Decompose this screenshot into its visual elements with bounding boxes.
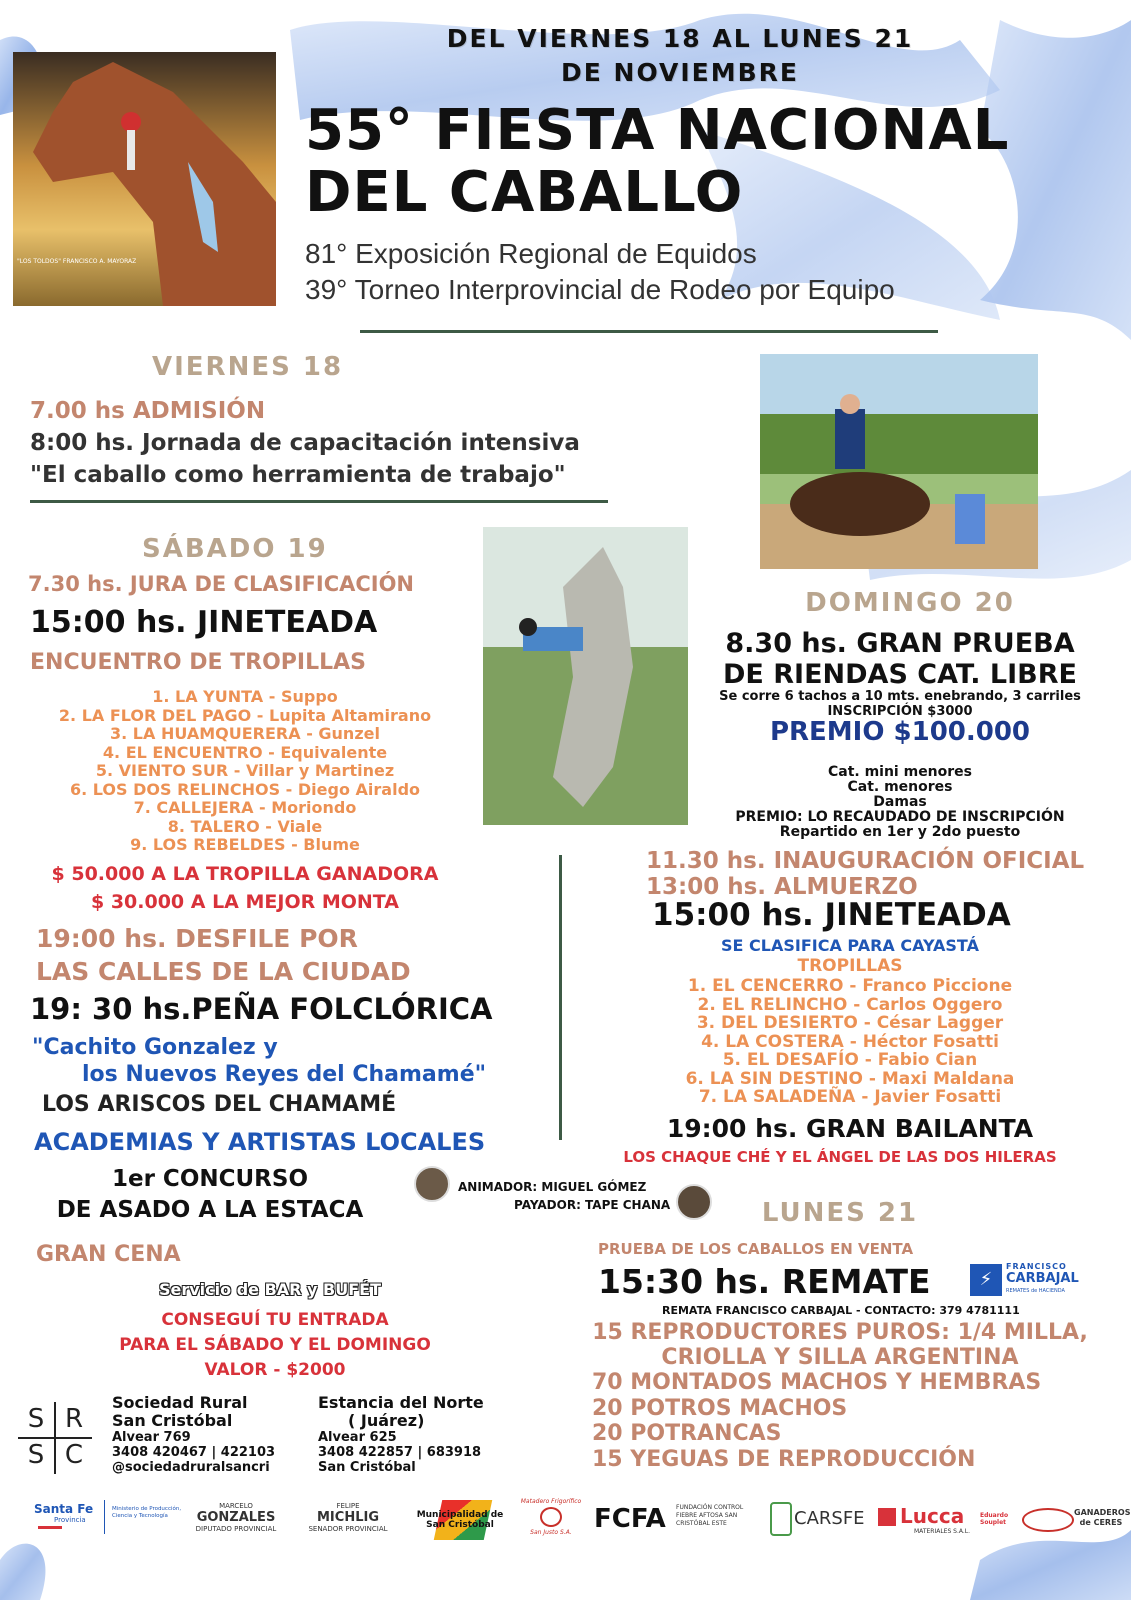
- list-item: 4. EL ENCUENTRO - Equivalente: [102, 742, 388, 762]
- header-divider: [360, 330, 938, 333]
- academias-artists: ACADEMIAS Y ARTISTAS LOCALES: [34, 1128, 486, 1156]
- michlig-name: MICHLIG: [317, 1510, 379, 1525]
- horse-portrait-image: [13, 52, 276, 306]
- premio-monta: $ 30.000 A LA MEJOR MONTA: [90, 891, 400, 913]
- carbajal-line-3: REMATES de HACIENDA: [1006, 1288, 1065, 1294]
- domingo-categorias: [700, 765, 1100, 840]
- santafe-divider: [104, 1500, 105, 1534]
- lunes-heading: LUNES 21: [761, 1198, 919, 1228]
- municipalidad-logo: [408, 1500, 512, 1542]
- domingo-jineteada: 15:00 hs. JINETEADA: [652, 897, 1011, 933]
- list-item: 4. LA COSTERA - Héctor Fosatti: [701, 1031, 999, 1052]
- list-item: 9. LOS REBELDES - Blume: [130, 835, 360, 854]
- matadero-text: Matadero Frigorífico: [520, 1498, 582, 1505]
- concurso-line-2: DE ASADO A LA ESTACA: [56, 1197, 364, 1223]
- viernes-admision: 7.00 hs ADMISIÓN: [30, 398, 266, 424]
- animador-label: ANIMADOR: MIGUEL GÓMEZ: [458, 1180, 647, 1194]
- fcfa-sub: FUNDACIÓN CONTROL FIEBRE AFTOSA SAN CRISTÓBAL ESTE: [676, 1504, 744, 1527]
- sabado-pena: 19: 30 hs.PEÑA FOLCLÓRICA: [30, 992, 493, 1026]
- dates-heading: [400, 22, 960, 90]
- main-title: [305, 100, 1105, 224]
- rearing-horse-image: [483, 527, 688, 825]
- gonzales-firstname: MARCELO: [219, 1502, 253, 1510]
- list-item: 6. LOS DOS RELINCHOS - Diego Airaldo: [69, 779, 421, 799]
- list-item: 3. LA HUAMQUERERA - Gunzel: [110, 724, 380, 743]
- gonzales-name: GONZALES: [196, 1510, 276, 1525]
- domingo-premio: PREMIO $100.000: [769, 717, 1031, 747]
- cat-mini-menores: Cat. mini menores: [827, 764, 973, 780]
- lucca-logo: Lucca: [900, 1504, 965, 1528]
- rural-phone: 3408 420467 | 422103: [112, 1445, 276, 1460]
- estancia-contact: [318, 1394, 484, 1475]
- payador-avatar: [676, 1184, 712, 1220]
- prueba-line-1: 8.30 hs. GRAN PRUEBA: [725, 628, 1075, 659]
- servicio-bar: Servicio de BAR y BUFÉT: [158, 1280, 381, 1299]
- srsc-logo: [18, 1402, 92, 1474]
- lunes-prueba: PRUEBA DE LOS CABALLOS EN VENTA: [598, 1240, 914, 1258]
- desfile-line-1: 19:00 hs. DESFILE POR: [36, 924, 358, 953]
- lucca-icon: [878, 1508, 896, 1526]
- payador-label: PAYADOR: TAPE CHANA: [514, 1198, 671, 1212]
- rural-instagram: @sociedadruralsancri: [112, 1460, 270, 1475]
- entrada-valor: VALOR - $2000: [204, 1360, 346, 1380]
- rural-name-1: Sociedad Rural: [112, 1393, 248, 1412]
- lote-item: 15 YEGUAS DE REPRODUCCIÓN: [592, 1446, 976, 1472]
- dates-line-1: DEL VIERNES 18 AL LUNES 21: [446, 24, 914, 53]
- santafe-flag-red: [38, 1526, 62, 1529]
- rural-name-2: San Cristóbal: [112, 1411, 233, 1430]
- subtitle-torneo: 39° Torneo Interprovincial de Rodeo por Equipo: [305, 274, 895, 305]
- riendas-photo: [760, 354, 1038, 569]
- detalle-line-1: Se corre 6 tachos a 10 mts. enebrando, 3 carriles: [719, 689, 1081, 704]
- lunes-remata: REMATA FRANCISCO CARBAJAL - CONTACTO: 379 4781111: [662, 1304, 1020, 1317]
- concurso-asado: [40, 1164, 380, 1226]
- ariscos-artist: LOS ARISCOS DEL CHAMAMÉ: [42, 1092, 397, 1117]
- title-line-2: DEL CABALLO: [305, 160, 744, 225]
- photo-caption: "LOS TOLDOS" FRANCISCO A. MAYORAZ: [17, 258, 137, 265]
- domingo-prueba: [680, 628, 1120, 690]
- list-item: 3. DEL DESIERTO - César Lagger: [696, 1013, 1004, 1033]
- list-item: 1. LA YUNTA - Suppo: [152, 687, 338, 706]
- artista-line-1: "Cachito Gonzalez y: [32, 1035, 278, 1060]
- list-item: 1. EL CENCERRO - Franco Piccione: [687, 976, 1013, 996]
- lunes-lotes-b: [592, 1370, 1041, 1472]
- sabado-heading: SÁBADO 19: [142, 534, 328, 564]
- gonzales-logo: [186, 1502, 286, 1533]
- list-item: 2. EL RELINCHO - Carlos Oggero: [697, 994, 1003, 1015]
- domingo-bailanta: 19:00 hs. GRAN BAILANTA: [666, 1114, 1034, 1143]
- srsc-h-line: [18, 1437, 92, 1439]
- header-horse-photo: [13, 52, 276, 306]
- ganaderos-emblem: [1022, 1508, 1074, 1532]
- srsc-letter: R: [64, 1404, 84, 1434]
- bull-icon: [540, 1507, 562, 1527]
- carbajal-logo: [970, 1262, 1090, 1298]
- viernes-jornada: 8:00 hs. Jornada de capacitación intensiva: [30, 430, 580, 456]
- estancia-city: San Cristóbal: [318, 1460, 416, 1475]
- list-item: 2. LA FLOR DEL PAGO - Lupita Altamirano: [58, 705, 432, 725]
- domingo-tropillas-list: [620, 977, 1080, 1107]
- ministerio-text: Ministerio de Producción, Ciencia y Tecnología: [112, 1506, 182, 1519]
- rural-address: Alvear 769: [112, 1430, 191, 1445]
- michlig-logo: [296, 1502, 400, 1533]
- viernes-divider: [30, 500, 608, 503]
- matadero-logo: [516, 1498, 586, 1536]
- santafe-logo: [34, 1502, 96, 1529]
- desfile-line-2: LAS CALLES DE LA CIUDAD: [36, 957, 411, 986]
- animador-avatar: [414, 1166, 450, 1202]
- concurso-line-1: 1er CONCURSO: [111, 1166, 309, 1192]
- sabado-jura: 7.30 hs. JURA DE CLASIFICACIÓN: [28, 572, 415, 596]
- dates-line-2: DE NOVIEMBRE: [560, 58, 800, 87]
- estancia-name-1: Estancia del Norte: [318, 1393, 484, 1412]
- premio-recaudado: PREMIO: LO RECAUDADO DE INSCRIPCIÓN: [735, 809, 1065, 825]
- title-line-1: 55° FIESTA NACIONAL: [305, 98, 1010, 163]
- viernes-jornada-tema: "El caballo como herramienta de trabajo": [30, 462, 566, 488]
- matadero-sub: San Justo S.A.: [530, 1529, 572, 1536]
- bailanta-artistas: LOS CHAQUE CHÉ Y EL ÁNGEL DE LAS DOS HILERAS: [623, 1148, 1057, 1166]
- carsfe-logo: CARSFE: [794, 1508, 865, 1529]
- estancia-phone: 3408 422857 | 683918: [318, 1445, 482, 1460]
- lunes-lotes-a: [580, 1320, 1100, 1370]
- estancia-address: Alvear 625: [318, 1430, 397, 1445]
- lote-item: 70 MONTADOS MACHOS Y HEMBRAS: [592, 1370, 1042, 1395]
- estancia-name-2: ( Juárez): [348, 1411, 425, 1430]
- lucca-sub: MATERIALES S.A.L.: [914, 1528, 971, 1535]
- carbajal-line-1: FRANCISCO: [1006, 1262, 1067, 1271]
- gran-cena: GRAN CENA: [36, 1242, 181, 1267]
- sabado-jineteada: 15:00 hs. JINETEADA: [30, 605, 378, 640]
- viernes-heading: VIERNES 18: [152, 352, 344, 382]
- prueba-detalle: [680, 689, 1120, 719]
- subtitle-exposicion: 81° Exposición Regional de Equidos: [305, 238, 757, 269]
- list-item: 8. TALERO - Viale: [167, 816, 323, 836]
- column-divider: [559, 855, 562, 1140]
- sponsors-row: [0, 1494, 1131, 1554]
- sabado-desfile: [36, 922, 411, 988]
- ganaderos-logo: GANADEROS de CERES: [1074, 1508, 1131, 1527]
- entrada-info: [100, 1308, 450, 1383]
- carbajal-line-2: CARBAJAL: [1006, 1271, 1079, 1286]
- carsfe-icon: [770, 1502, 792, 1536]
- domingo-tropillas-title: TROPILLAS: [797, 956, 903, 976]
- list-item: 5. EL DESAFÍO - Fabio Cian: [722, 1050, 978, 1070]
- domingo-clasifica: SE CLASIFICA PARA CAYASTÁ: [721, 936, 979, 955]
- list-item: 7. CALLEJERA - Moriondo: [133, 798, 357, 817]
- fcfa-logo: FCFA: [594, 1504, 666, 1534]
- lote-item: 15 REPRODUCTORES PUROS: 1/4 MILLA,: [592, 1320, 1088, 1345]
- domingo-almuerzo: 13:00 hs. ALMUERZO: [646, 874, 918, 900]
- lote-item: 20 POTROS MACHOS: [592, 1395, 848, 1421]
- sabado-encuentro: ENCUENTRO DE TROPILLAS: [30, 650, 367, 675]
- muni-text: Municipalidad de San Cristóbal: [416, 1510, 504, 1530]
- michlig-role: SENADOR PROVINCIAL: [308, 1525, 388, 1533]
- subtitle-block: [305, 236, 1105, 308]
- list-item: 6. LA SIN DESTINO - Maxi Maldana: [685, 1068, 1015, 1089]
- souplet-logo: Eduardo Souplet: [980, 1512, 1009, 1526]
- srsc-letter: C: [64, 1440, 84, 1470]
- premio-repartido: Repartido en 1er y 2do puesto: [779, 824, 1021, 840]
- lote-item: CRIOLLA Y SILLA ARGENTINA: [661, 1345, 1019, 1370]
- barrel-race-image: [760, 354, 1038, 569]
- provincia-text: Provincia: [54, 1516, 86, 1524]
- cat-damas: Damas: [873, 794, 927, 810]
- jineteada-photo: [483, 527, 688, 825]
- michlig-firstname: FELIPE: [336, 1502, 360, 1510]
- santafe-text: Santa Fe: [34, 1502, 94, 1516]
- list-item: 7. LA SALADEÑA - Javier Fosatti: [698, 1087, 1002, 1107]
- cat-menores: Cat. menores: [847, 779, 953, 795]
- artista-line-2: los Nuevos Reyes del Chamamé": [82, 1062, 487, 1087]
- premio-tropilla: $ 50.000 A LA TROPILLA GANADORA: [51, 863, 439, 885]
- detalle-line-2: INSCRIPCIÓN $3000: [827, 704, 973, 719]
- domingo-inauguracion: 11.30 hs. INAUGURACIÓN OFICIAL: [646, 848, 1085, 874]
- prueba-line-2: DE RIENDAS CAT. LIBRE: [723, 659, 1077, 690]
- domingo-heading: DOMINGO 20: [805, 588, 1015, 618]
- sabado-tropillas-list: [20, 688, 470, 855]
- entrada-line-1: CONSEGUÍ TU ENTRADA: [161, 1310, 389, 1330]
- rural-contact: [112, 1394, 275, 1475]
- srsc-letter: S: [27, 1440, 45, 1470]
- sabado-premios: [20, 860, 470, 916]
- lote-item: 20 POTRANCAS: [592, 1421, 782, 1446]
- lunes-remate: 15:30 hs. REMATE: [598, 1262, 931, 1301]
- list-item: 5. VIENTO SUR - Villar y Martinez: [95, 761, 395, 780]
- gonzales-role: DIPUTADO PROVINCIAL: [195, 1525, 277, 1533]
- carbajal-icon: ⚡: [970, 1264, 1002, 1296]
- entrada-line-2: PARA EL SÁBADO Y EL DOMINGO: [119, 1335, 431, 1355]
- srsc-letter: S: [27, 1404, 45, 1434]
